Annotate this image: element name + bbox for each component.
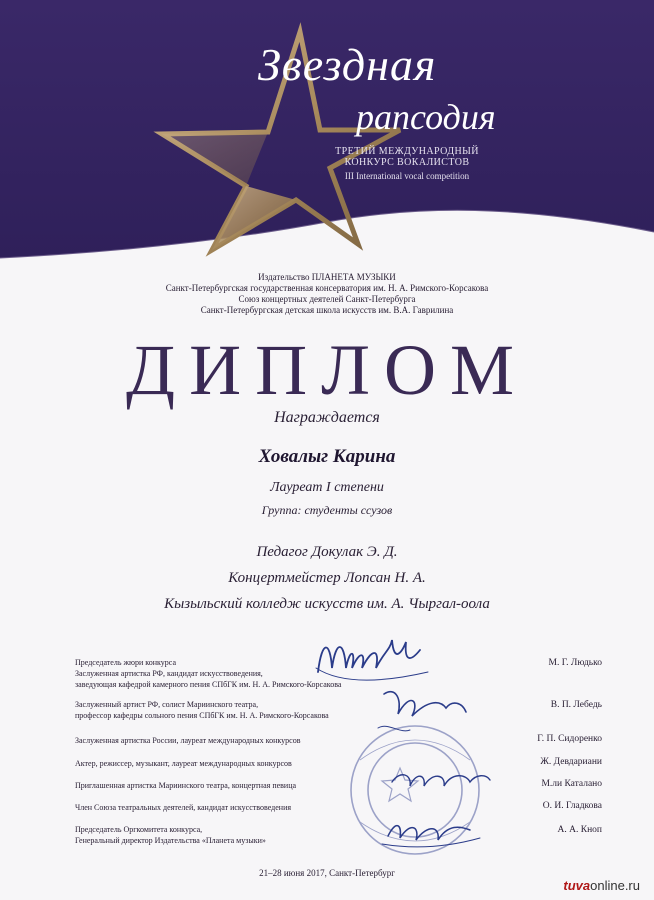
watermark-part1: tuva bbox=[563, 878, 591, 893]
jury-member-name: М.ли Каталано bbox=[541, 779, 602, 789]
college-label: Кызыльский колледж искусств им. А. Чыргал-оола bbox=[164, 596, 490, 612]
accompanist-label: Концертмейстер Лопсан Н. А. bbox=[228, 570, 426, 586]
brand-title-line2: рапсодия bbox=[356, 97, 496, 137]
jury-role-line: Актер, режиссер, музыкант, лауреат международных конкурсов bbox=[75, 759, 292, 768]
site-watermark bbox=[563, 878, 640, 893]
jury-role-line: Председатель жюри конкурса bbox=[75, 658, 177, 667]
jury-member-name: А. А. Кноп bbox=[557, 825, 602, 835]
brand-subtitle-line2: КОНКУРС ВОКАЛИСТОВ bbox=[344, 157, 470, 168]
jury-role-line: Член Союза театральных деятелей, кандидат искусствоведения bbox=[75, 803, 292, 812]
group-label: Группа: студенты ссузов bbox=[261, 503, 393, 517]
jury-role-line: Заслуженная артистка РФ, кандидат искусствоведения, bbox=[75, 669, 263, 678]
jury-member-name: О. И. Гладкова bbox=[542, 801, 602, 811]
jury-role-line: Председатель Оргкомитета конкурса, bbox=[75, 825, 203, 834]
jury-role-line: заведующая кафедрой камерного пения СПбГК им. Н. А. Римского-Корсакова bbox=[75, 680, 342, 689]
jury-role-line: Генеральный директор Издательства «Планета музыки» bbox=[75, 836, 266, 845]
official-seal-stamp bbox=[351, 726, 479, 854]
date-place: 21–28 июня 2017, Санкт-Петербург bbox=[259, 868, 395, 878]
organizer-line: Санкт-Петербургская государственная консерватория им. Н. А. Римского-Корсакова bbox=[165, 283, 489, 293]
organizer-line: Санкт-Петербургская детская школа искусств им. В.А. Гаврилина bbox=[200, 305, 454, 315]
jury-role-line: Заслуженная артистка России, лауреат международных конкурсов bbox=[75, 736, 301, 745]
signature-knop bbox=[382, 826, 480, 847]
jury-member-name: Ж. Девдариани bbox=[540, 757, 602, 767]
organizer-line: Издательство ПЛАНЕТА МУЗЫКИ bbox=[258, 272, 396, 282]
signature-lebed bbox=[378, 692, 466, 731]
jury-role-line: Заслуженный артист РФ, солист Мариинского театра, bbox=[75, 700, 259, 709]
recipient-name: Ховалыг Карина bbox=[258, 446, 396, 467]
diploma-title: ДИПЛОМ bbox=[126, 330, 528, 410]
jury-member-name: Г. П. Сидоренко bbox=[537, 734, 602, 744]
brand-title-line1: Звездная bbox=[258, 39, 437, 90]
awarded-label: Награждается bbox=[274, 409, 380, 426]
signature-ludko bbox=[316, 640, 428, 680]
brand-subtitle-line3: III International vocal competition bbox=[344, 171, 470, 181]
laureate-degree: Лауреат I степени bbox=[270, 480, 384, 495]
jury-member-name: М. Г. Людько bbox=[548, 658, 602, 668]
teacher-label: Педагог Докулак Э. Д. bbox=[256, 544, 398, 560]
brand-subtitle-line1: ТРЕТИЙ МЕЖДУНАРОДНЫЙ bbox=[335, 146, 479, 157]
organizer-line: Союз концертных деятелей Санкт-Петербурга bbox=[238, 294, 416, 304]
jury-role-line: Приглашенная артистка Мариинского театра, концертная певица bbox=[75, 781, 297, 790]
jury-member-name: В. П. Лебедь bbox=[550, 700, 602, 710]
watermark-part2: online.ru bbox=[590, 878, 640, 893]
jury-role-line: профессор кафедры сольного пения СПбГК им. Н. А. Римского-Корсакова bbox=[75, 711, 329, 720]
